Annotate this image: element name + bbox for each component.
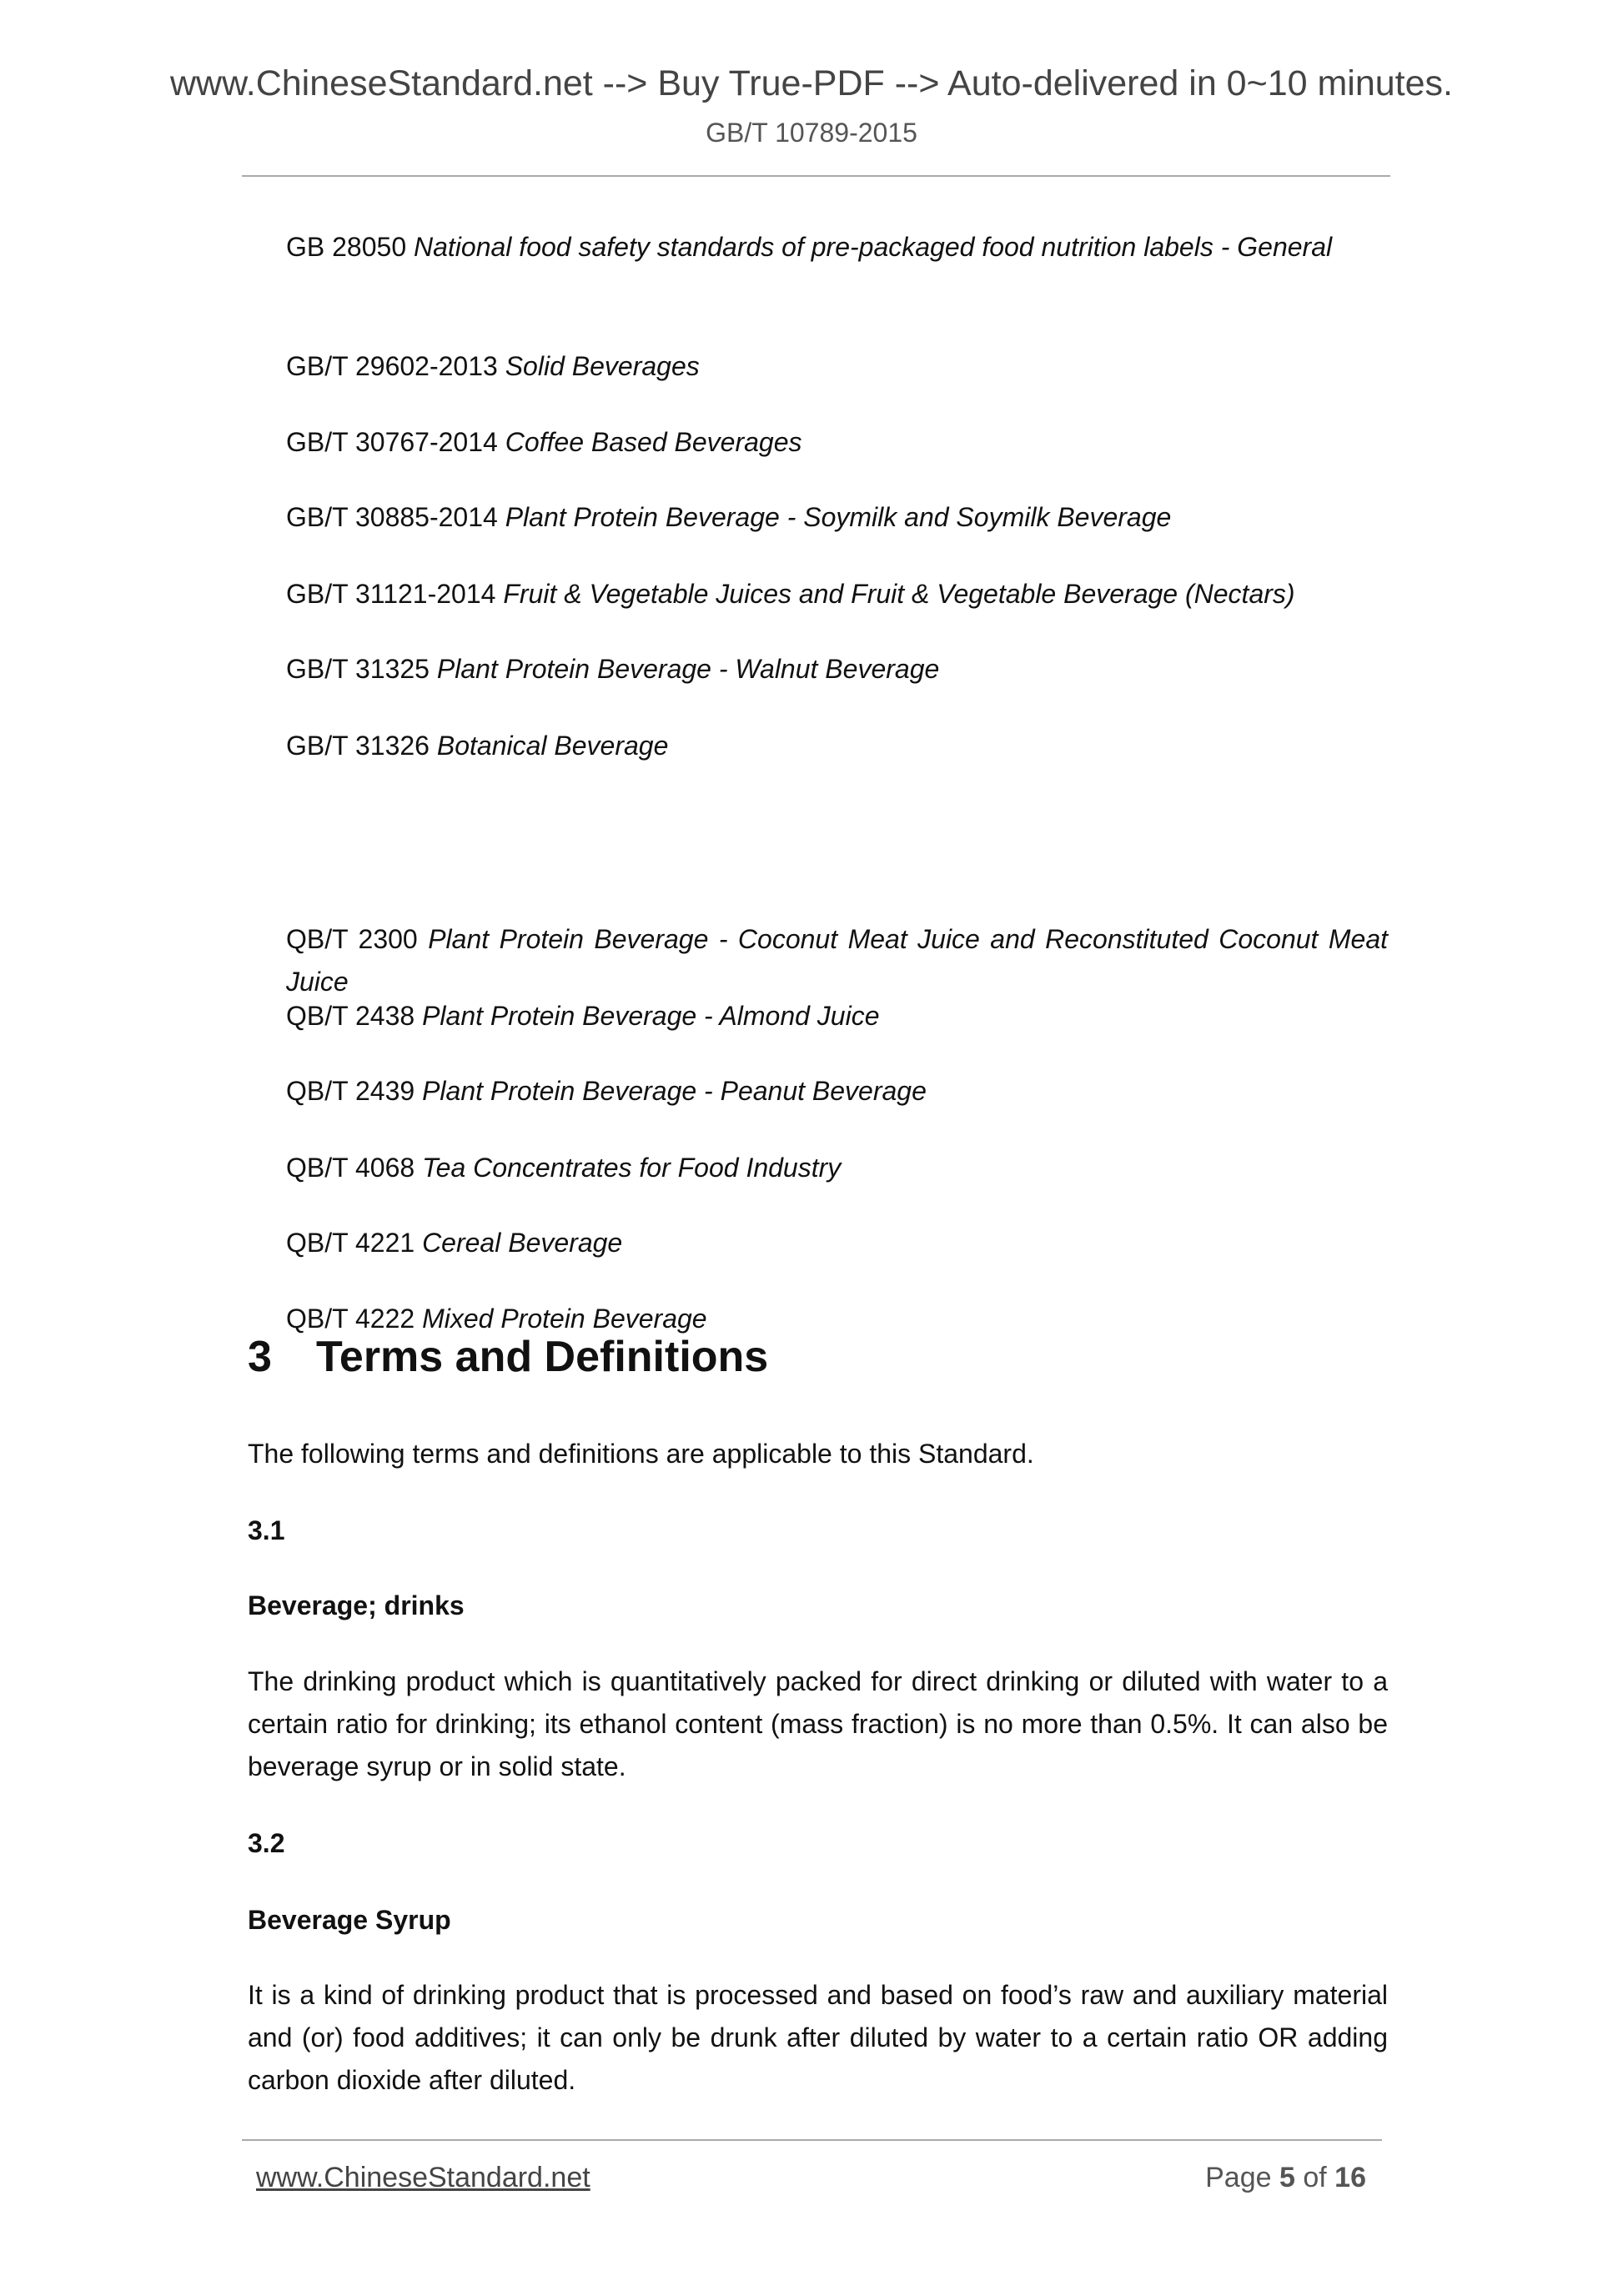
reference-code: GB/T 31326: [286, 731, 430, 761]
reference-title: Fruit & Vegetable Juices and Fruit & Vegetable Beverage (Nectars): [503, 579, 1295, 609]
reference-code: QB/T 2300: [286, 924, 418, 954]
reference-item: [286, 421, 1388, 464]
reference-title: Plant Protein Beverage - Walnut Beverage: [436, 654, 940, 684]
reference-code: GB/T 30885-2014: [286, 502, 498, 532]
reference-code: GB/T 30767-2014: [286, 427, 498, 457]
reference-item: [286, 573, 1388, 615]
reference-item: [286, 226, 1388, 269]
reference-code: QB/T 4222: [286, 1304, 415, 1334]
reference-item: [286, 496, 1388, 539]
section-intro: The following terms and definitions are applicable to this Standard.: [248, 1439, 1034, 1469]
reference-code: GB/T 31325: [286, 654, 430, 684]
reference-title: Plant Protein Beverage - Coconut Meat Juice and Reconstituted Coconut Meat Juice: [286, 924, 1389, 997]
reference-title: Botanical Beverage: [436, 731, 669, 761]
reference-title: Plant Protein Beverage - Peanut Beverage: [422, 1076, 927, 1106]
reference-code: GB 28050: [286, 232, 407, 262]
header-divider: [242, 175, 1390, 177]
section-heading: [248, 1332, 768, 1382]
page-total: 16: [1334, 2162, 1366, 2193]
reference-item: [286, 345, 1388, 388]
reference-item: [286, 1222, 1388, 1264]
term-number: 3.1: [248, 1515, 285, 1545]
term-name: Beverage Syrup: [248, 1905, 451, 1935]
footer-divider: [242, 2139, 1382, 2141]
reference-item: [286, 725, 1388, 767]
page-of: of: [1303, 2162, 1327, 2193]
page-number: 5: [1279, 2162, 1295, 2193]
reference-title: Tea Concentrates for Food Industry: [422, 1153, 842, 1183]
reference-title: Solid Beverages: [505, 351, 700, 381]
header-banner: www.ChineseStandard.net --> Buy True-PDF --> Auto-delivered in 0~10 minutes.: [169, 63, 1453, 103]
footer-website-link[interactable]: www.ChineseStandard.net: [256, 2162, 590, 2193]
section-number: 3: [248, 1333, 272, 1381]
page-label: Page: [1205, 2162, 1272, 2193]
reference-item: [286, 1147, 1388, 1189]
reference-title: National food safety standards of pre-packaged food nutrition labels - General: [414, 232, 1333, 262]
term-definition: It is a kind of drinking product that is processed and based on food’s raw and auxiliary material and (or) food additives; it can only be drunk after diluted by water to a certain ratio OR adding carbon dioxide after diluted.: [248, 1980, 1388, 2095]
page-indicator: [1205, 2162, 1366, 2194]
reference-title: Cereal Beverage: [422, 1228, 623, 1258]
reference-title: Plant Protein Beverage - Soymilk and Soymilk Beverage: [505, 502, 1172, 532]
reference-item: [286, 648, 1388, 691]
reference-code: GB/T 31121-2014: [286, 579, 496, 609]
section-title: Terms and Definitions: [316, 1333, 769, 1381]
reference-title: Coffee Based Beverages: [505, 427, 802, 457]
reference-item: [286, 1070, 1388, 1113]
reference-code: QB/T 2439: [286, 1076, 415, 1106]
document-id: GB/T 10789-2015: [706, 118, 917, 148]
reference-code: QB/T 2438: [286, 1001, 415, 1031]
reference-code: GB/T 29602-2013: [286, 351, 498, 381]
reference-item: [286, 918, 1388, 1003]
reference-title: Mixed Protein Beverage: [422, 1304, 707, 1334]
reference-code: QB/T 4221: [286, 1228, 415, 1258]
term-definition: The drinking product which is quantitatively packed for direct drinking or diluted with water to a certain ratio for drinking; its ethanol content (mass fraction) is no more than 0.5%. It can also be beverage syrup or in solid state.: [248, 1666, 1388, 1781]
reference-code: QB/T 4068: [286, 1153, 415, 1183]
term-name: Beverage; drinks: [248, 1590, 465, 1620]
reference-title: Plant Protein Beverage - Almond Juice: [422, 1001, 880, 1031]
term-number: 3.2: [248, 1828, 285, 1858]
reference-item: [286, 995, 1388, 1037]
